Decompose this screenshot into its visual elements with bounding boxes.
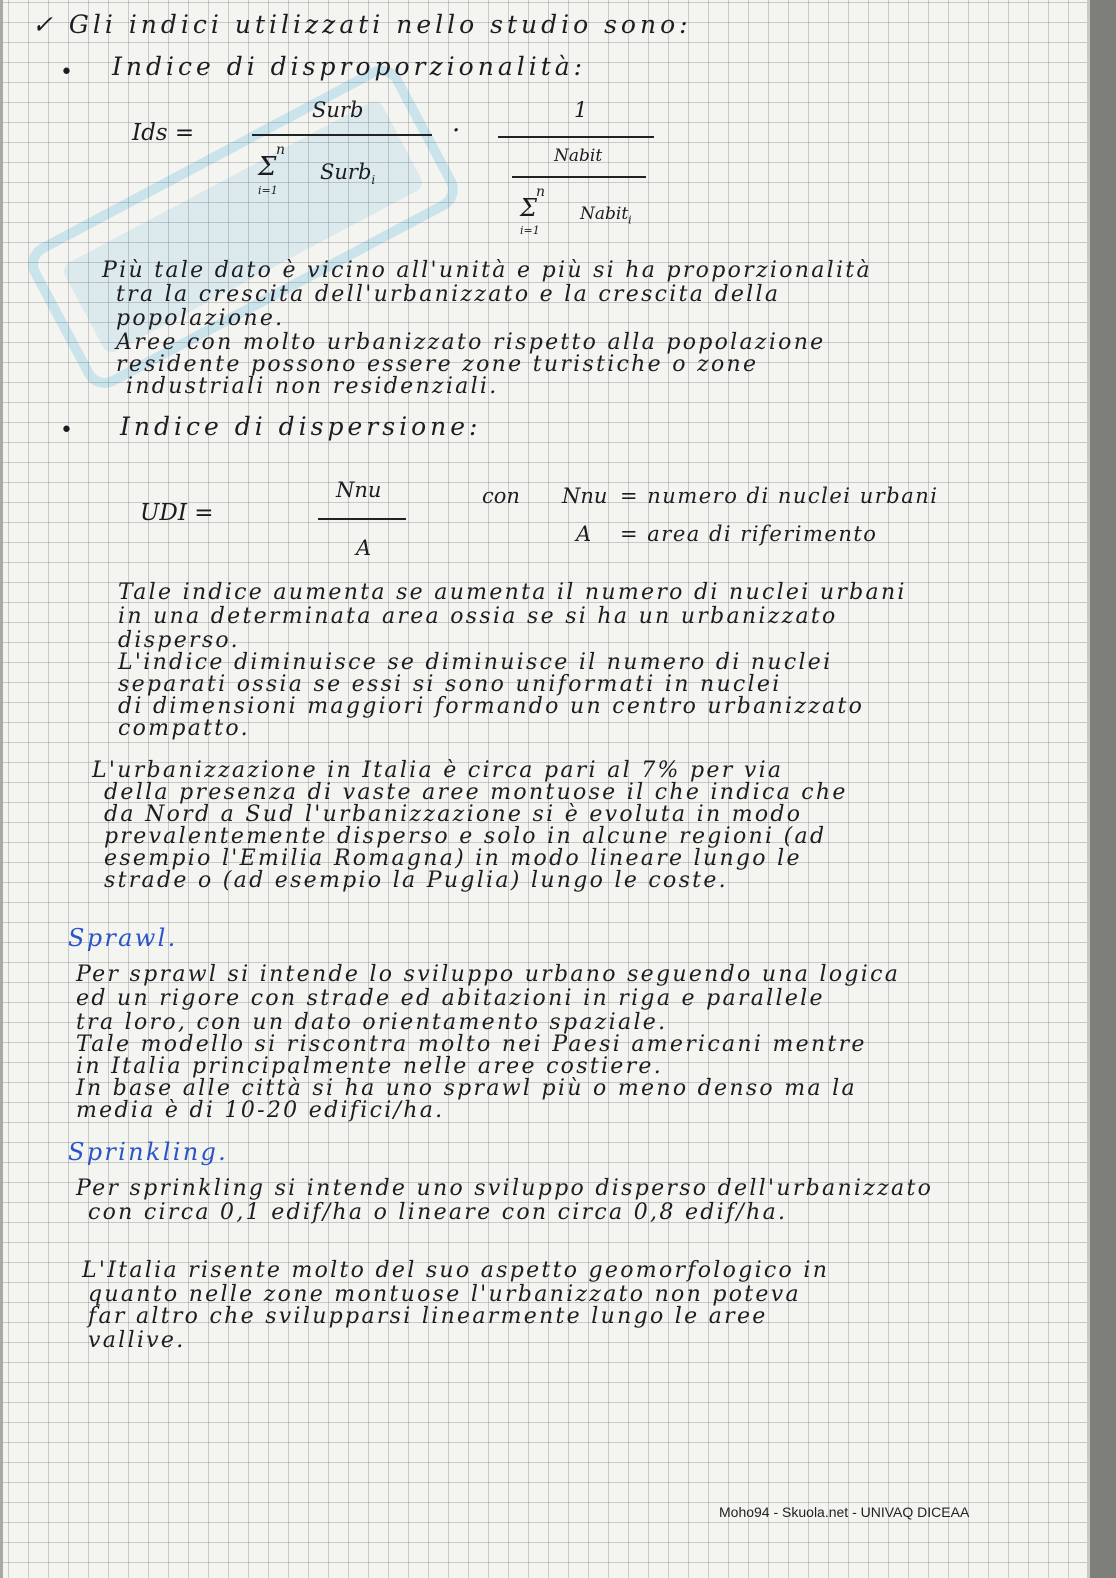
- ids-title: Indice di disproporzionalità:: [112, 52, 587, 81]
- sprawl-line-1: Per sprawl si intende lo sviluppo urbano seguendo una logica: [76, 962, 901, 987]
- ids-nabit: Nabit: [554, 146, 603, 166]
- ids-num: Surb: [312, 98, 364, 122]
- check-mark: ✓: [32, 10, 69, 39]
- ids-sum-bottom: i=1: [258, 184, 278, 197]
- intro-line: ✓ Gli indici utilizzati nello studio sono:: [32, 10, 692, 39]
- page-left-edge: [0, 0, 3, 1578]
- udi-def1-sym: Nnu: [562, 484, 608, 508]
- udi-den: A: [356, 536, 372, 560]
- italia-line-4: vallive.: [88, 1328, 186, 1353]
- tale-line-1: Tale indice aumenta se aumenta il numero di nuclei urbani: [118, 580, 907, 605]
- udi-num: Nnu: [336, 478, 382, 502]
- ind-line-3: di dimensioni maggiori formando un centro urbanizzato: [118, 694, 865, 719]
- sprawl-line-3: tra loro, con un dato orientamento spaziale.: [76, 1010, 668, 1035]
- sprawl-line-5: in Italia principalmente nelle aree costiere.: [76, 1054, 664, 1079]
- ids-sum-top: n: [276, 142, 286, 158]
- urb-line-1: L'urbanizzazione in Italia è circa pari al 7% per via: [92, 758, 784, 783]
- sprawl-line-4: Tale modello si riscontra molto nei Paesi americani mentre: [76, 1032, 867, 1057]
- udi-def2-sym: A: [576, 522, 592, 546]
- ids-den: Surb$_i$: [320, 160, 376, 188]
- prop-line-1: Più tale dato è vicino all'unità e più si ha proporzionalità: [102, 258, 872, 283]
- footer-credit: Moho94 - Skuola.net - UNIVAQ DICEAA: [719, 1504, 970, 1520]
- sprawl-line-2: ed un rigore con strade ed abitazioni in riga e parallele: [76, 986, 825, 1011]
- ids-bar-3: [512, 176, 646, 178]
- disp-title: Indice di dispersione:: [120, 412, 482, 441]
- tale-line-3: disperso.: [118, 628, 240, 653]
- sprawl-heading: Sprawl.: [68, 924, 178, 952]
- ids-sum2-top: n: [536, 184, 546, 200]
- aree-line-3: industriali non residenziali.: [126, 374, 499, 399]
- page-right-edge: [1090, 0, 1116, 1578]
- ids-bar-2: [498, 136, 654, 138]
- sprinkling-line-1: Per sprinkling si intende uno sviluppo disperso dell'urbanizzato: [76, 1176, 934, 1201]
- ind-line-1: L'indice diminuisce se diminuisce il numero di nuclei: [118, 650, 833, 675]
- italia-line-3: far altro che svilupparsi linearmente lungo le aree: [88, 1304, 768, 1329]
- udi-bar: [318, 518, 406, 520]
- bullet: •: [60, 418, 73, 443]
- italia-line-1: L'Italia risente molto del suo aspetto geomorfologico in: [82, 1258, 830, 1283]
- sprawl-line-6: In base alle città si ha uno sprawl più o meno denso ma la: [76, 1076, 857, 1101]
- ind-line-4: compatto.: [118, 716, 250, 741]
- urb-line-5: esempio l'Emilia Romagna) in modo lineare lungo le: [104, 846, 802, 871]
- sprinkling-line-2: con circa 0,1 edif/ha o lineare con circa 0,8 edif/ha.: [88, 1200, 788, 1225]
- ids-sum2-bottom: i=1: [520, 224, 540, 237]
- aree-line-1: Aree con molto urbanizzato rispetto alla popolazione: [116, 330, 826, 355]
- urb-line-3: da Nord a Sud l'urbanizzazione si è evoluta in modo: [104, 802, 803, 827]
- udi-def1-text: = numero di nuclei urbani: [620, 484, 939, 508]
- sprinkling-heading: Sprinkling.: [68, 1138, 229, 1166]
- ids-nabit-i: Nabit$_i$: [580, 204, 632, 227]
- sprawl-line-7: media è di 10-20 edifici/ha.: [76, 1098, 445, 1123]
- udi-def2-text: = area di riferimento: [620, 522, 878, 546]
- urb-line-2: della presenza di vaste aree montuose il che indica che: [104, 780, 848, 805]
- urb-line-6: strade o (ad esempio la Puglia) lungo le coste.: [104, 868, 728, 893]
- ids-lhs: Ids =: [132, 120, 195, 146]
- udi-lhs: UDI =: [140, 500, 214, 526]
- prop-line-3: popolazione.: [116, 306, 285, 331]
- ind-line-2: separati ossia se essi si sono uniformati in nuclei: [118, 672, 782, 697]
- aree-line-2: residente possono essere zone turistiche o zone: [116, 352, 759, 377]
- italia-line-2: quanto nelle zone montuose l'urbanizzato non poteva: [88, 1282, 801, 1307]
- ids-dot: ·: [452, 116, 461, 146]
- prop-line-2: tra la crescita dell'urbanizzato e la crescita della: [116, 282, 781, 307]
- ids-bar-1: [252, 134, 432, 136]
- tale-line-2: in una determinata area ossia se si ha un urbanizzato: [118, 604, 838, 629]
- urb-line-4: prevalentemente disperso e solo in alcune regioni (ad: [104, 824, 827, 849]
- udi-con: con: [482, 484, 520, 508]
- ids-sum-symbol: Σ: [258, 152, 277, 182]
- ids-sum2-symbol: Σ: [520, 194, 537, 222]
- bullet: •: [60, 60, 73, 85]
- ids-one: 1: [574, 98, 588, 122]
